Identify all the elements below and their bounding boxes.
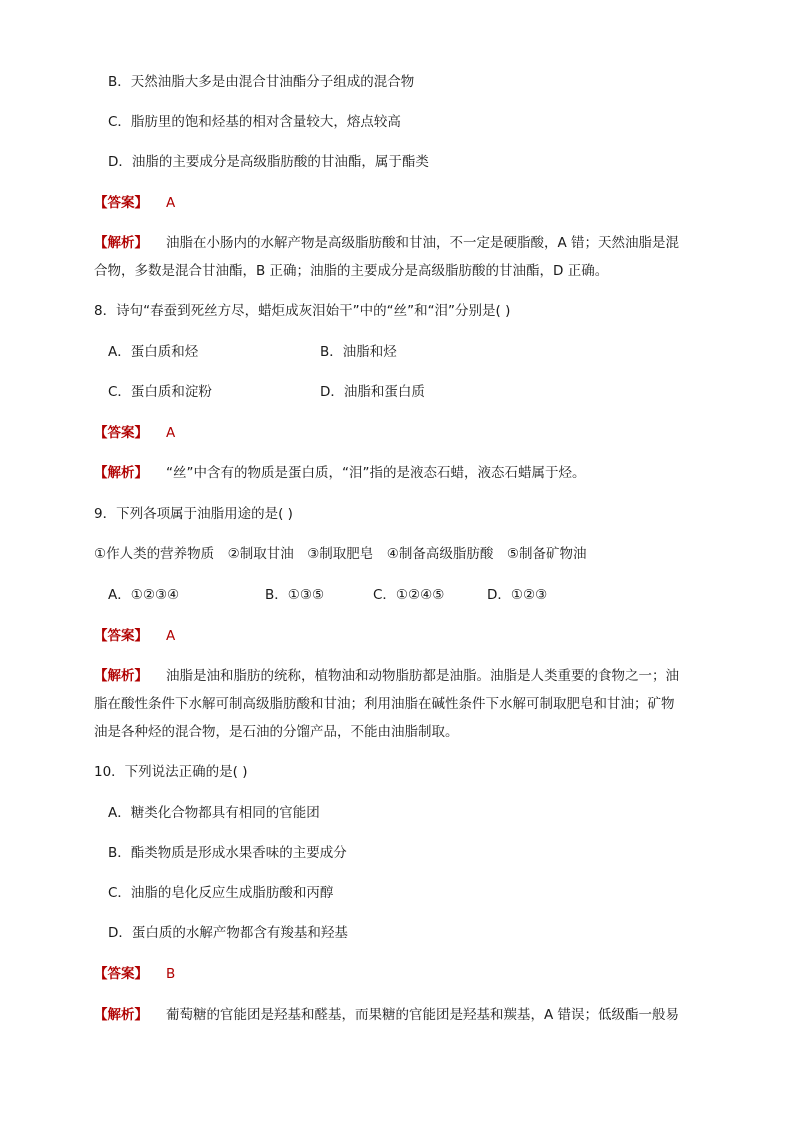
q10-stem: 10．下列说法正确的是( ) [94,764,248,780]
q7-option-b: B．天然油脂大多是由混合甘油酯分子组成的混合物 [108,74,415,90]
analysis-line: 油脂是油和脂肪的统称，植物油和动物脂肪都是油脂。油脂是人类重要的食物之一；油 [166,668,679,684]
analysis-line: 油脂在小肠内的水解产物是高级脂肪酸和甘油，不一定是硬脂酸，A 错；天然油脂是混 [166,235,680,251]
q9-stem: 9．下列各项属于油脂用途的是( ) [94,506,293,522]
analysis-tag: 【解析】 [94,668,148,684]
q10-answer [94,964,175,984]
analysis-line: 合物，多数是混合甘油酯，B 正确；油脂的主要成分是高级脂肪酸的甘油酯，D 正确。 [94,263,609,279]
q10-option-a: A．糖类化合物都具有相同的官能团 [108,805,320,821]
q9-option-b: B．①③⑤ [265,587,325,603]
q10-option-d: D．蛋白质的水解产物都含有羧基和羟基 [108,925,348,941]
analysis-tag: 【解析】 [94,1007,148,1023]
q9-option-d: D．①②③ [487,587,548,603]
q9-items: ①作人类的营养物质 ②制取甘油 ③制取肥皂 ④制备高级脂肪酸 ⑤制备矿物油 [94,546,587,562]
answer-value: B [166,966,176,982]
analysis-text: “丝”中含有的物质是蛋白质，“泪”指的是液态石蜡，液态石蜡属于烃。 [166,465,586,481]
answer-value: A [166,425,176,441]
q8-option-c: C．蛋白质和淀粉 [108,384,212,400]
q8-answer [94,423,175,443]
q9-analysis [94,666,679,686]
answer-tag: 【答案】 [94,628,148,644]
q8-analysis [94,463,585,483]
answer-tag: 【答案】 [94,425,148,441]
analysis-line: 油是各种烃的混合物，是石油的分馏产品，不能由油脂制取。 [94,724,459,740]
analysis-line: 葡萄糖的官能团是羟基和醛基，而果糖的官能团是羟基和羰基，A 错误；低级酯一般易 [166,1007,680,1023]
analysis-tag: 【解析】 [94,235,148,251]
answer-tag: 【答案】 [94,195,148,211]
answer-tag: 【答案】 [94,966,148,982]
q9-answer [94,626,175,646]
q7-option-d: D．油脂的主要成分是高级脂肪酸的甘油酯，属于酯类 [108,154,429,170]
q7-option-c: C．脂肪里的饱和烃基的相对含量较大，熔点较高 [108,114,401,130]
q8-option-b: B．油脂和烃 [320,344,397,360]
q8-option-a: A．蛋白质和烃 [108,344,199,360]
q8-stem: 8．诗句“春蚕到死丝方尽，蜡炬成灰泪始干”中的“丝”和“泪”分别是( ) [94,303,511,319]
q10-analysis [94,1005,679,1025]
q9-option-c: C．①②④⑤ [373,587,445,603]
q8-option-d: D．油脂和蛋白质 [320,384,425,400]
q10-option-c: C．油脂的皂化反应生成脂肪酸和丙醇 [108,885,334,901]
answer-value: A [166,195,176,211]
answer-value: A [166,628,176,644]
q7-answer [94,193,175,213]
q10-option-b: B．酯类物质是形成水果香味的主要成分 [108,845,347,861]
q9-option-a: A．①②③④ [108,587,180,603]
analysis-line: 脂在酸性条件下水解可制高级脂肪酸和甘油；利用油脂在碱性条件下水解可制取肥皂和甘油；矿物 [94,696,675,712]
analysis-tag: 【解析】 [94,465,148,481]
q7-analysis [94,233,679,253]
